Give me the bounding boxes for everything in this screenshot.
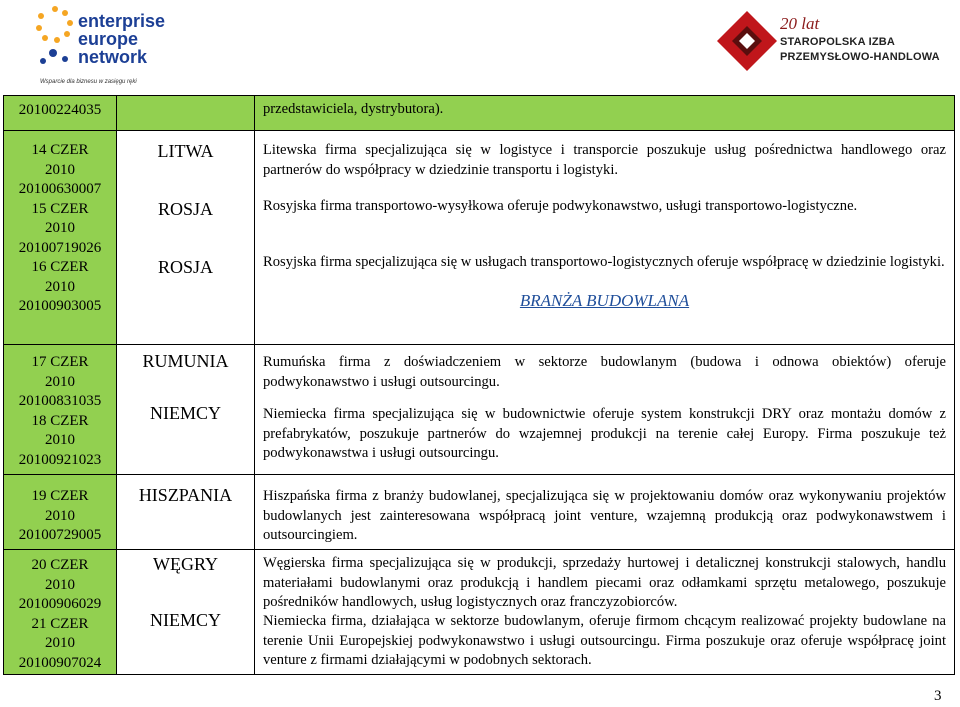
description-text: Rosyjska firma specjalizująca się w usługach transportowo-logistycznych oferuje współpracę w dziedzinie logistyki. (263, 254, 945, 270)
entry-ref: 20100907024 (18, 654, 102, 671)
ref-cell (4, 345, 117, 475)
ref-cell (4, 96, 117, 131)
ref-cell (4, 475, 117, 550)
offers-table (3, 95, 955, 675)
entry-date: 17 CZER (31, 354, 89, 370)
entry-year: 2010 (45, 576, 75, 593)
table-row (4, 345, 955, 475)
description-text: Hiszpańska firma z branży budowlanej, specjalizująca się w projektowaniu domów oraz wykonywaniu projektów budowlanych jest zainteresowana współpracą joint venture, wzajemną produkcją oraz podwykonawstwem i outsourcingiem. (263, 488, 946, 543)
country-label: HISZPANIA (138, 485, 233, 505)
entry-year: 2010 (45, 161, 75, 178)
entry-ref: 20100729005 (18, 527, 102, 543)
een-logo-text: enterprise europe network (78, 11, 166, 67)
description-text: Rosyjska firma transportowo-wysyłkowa oferuje podwykonawstwo, usługi transportowo-logistyczne. (263, 198, 858, 214)
country-cell (117, 475, 255, 550)
description-cell (255, 475, 955, 550)
logo-line1: STAROPOLSKA IZBA (780, 36, 896, 48)
description-text: Niemiecka firma specjalizująca się w budownictwie oferuje system konstrukcji DRY oraz montażu domów z prefabrykatów, poszukuje partnerów do wzajemnej produkcji na terenie całej Europy. Firma poszukuje też podwykonawstwa i usługi outsourcingu. (263, 406, 946, 461)
logo-line2: PRZEMYSŁOWO-HANDLOWA (780, 51, 940, 63)
description-text: przedstawiciela, dystrybutora). (263, 101, 444, 117)
entry-year: 2010 (45, 220, 75, 236)
description-text: Litewska firma specjalizująca się w logistyce i transporcie poszukuje usług pośrednictwa handlowego oraz partnerów do współpracy w dziedzinie transportu i logistyki. (263, 142, 946, 178)
entry-date: 19 CZER (31, 488, 89, 504)
description-text: Węgierska firma specjalizująca się w produkcji, sprzedaży hurtowej i detalicznej konstrukcji stalowych, handlu materiałami budowlanymi oraz produkcją i handlem piecami oraz odłamkami sprzętu metalowego, poszukuje pośredników handlowych, usług logistycznych oraz franczyzobiorców. (263, 555, 946, 610)
entry-ref: 20100906029 (18, 596, 102, 612)
description-text: Rumuńska firma z doświadczeniem w sektorze budowlanym (budowa i odnowa obiektów) oferuje podwykonawstwo i usługi outsourcingu. (263, 354, 946, 390)
description-cell (255, 550, 955, 675)
entry-date: 14 CZER (31, 142, 89, 158)
country-label: RUMUNIA (142, 351, 229, 371)
country-label: WĘGRY (153, 554, 218, 574)
entry-date: 16 CZER (31, 259, 89, 275)
country-label: ROSJA (157, 257, 214, 277)
table-row (4, 131, 955, 345)
section-heading: BRANŻA BUDOWLANA (519, 290, 690, 310)
table-row (4, 96, 955, 131)
entry-ref: 20100903005 (18, 298, 102, 314)
description-text: Niemiecka firma, działająca w sektorze budowlanym, oferuje firmom chcącym realizować projekty budowlane na terenie Unii Europejskiej podwykonawstwo i usługi outsourcingu. Firma poszukuje oraz oferuje współpracę joint venture z firmami działającymi w podobnych sektorach. (263, 613, 946, 668)
entry-year: 2010 (45, 278, 75, 295)
entry-year: 2010 (45, 373, 75, 390)
een-tagline: Wsparcie dla biznesu w zasięgu ręki (40, 79, 137, 85)
table-row (4, 550, 955, 675)
country-label: LITWA (157, 141, 214, 161)
entry-date: 18 CZER (31, 412, 89, 429)
country-label: ROSJA (157, 199, 214, 219)
country-cell (117, 345, 255, 475)
entry-ref: 20100719026 (18, 239, 102, 256)
entry-year: 2010 (45, 507, 75, 524)
description-cell (255, 96, 955, 131)
entry-ref: 20100831035 (18, 393, 102, 409)
entry-ref: 20100921023 (18, 451, 102, 468)
table-row (4, 475, 955, 550)
entry-date: 15 CZER (31, 200, 89, 217)
ref-cell (4, 550, 117, 675)
country-cell (117, 550, 255, 675)
country-label: NIEMCY (150, 610, 221, 630)
country-cell (117, 131, 255, 345)
entry-date: 20 CZER (31, 557, 89, 573)
entry-year: 2010 (45, 432, 75, 448)
entry-ref: 20100630007 (18, 181, 102, 197)
page-number: 3 (934, 688, 942, 704)
entry-date: 21 CZER (31, 615, 89, 632)
description-cell (255, 345, 955, 475)
ref-number: 20100224035 (18, 102, 102, 118)
entry-year: 2010 (45, 635, 75, 651)
description-cell (255, 131, 955, 345)
country-cell (117, 96, 255, 131)
country-label: NIEMCY (150, 403, 221, 423)
logo-years: 20 lat (780, 14, 820, 33)
ref-cell (4, 131, 117, 345)
